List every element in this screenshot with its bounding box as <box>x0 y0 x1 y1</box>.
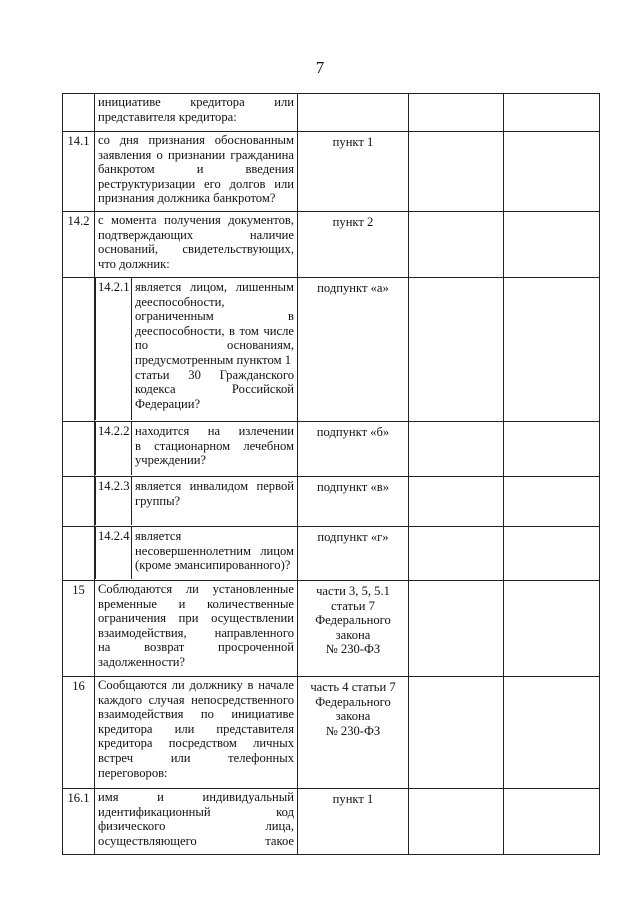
table-row <box>63 132 600 212</box>
answer-cell <box>409 581 504 677</box>
item-number: 14.2 <box>63 212 95 278</box>
answer-cell <box>409 132 504 212</box>
answer-cell <box>409 677 504 789</box>
sub-question-text: является несовершеннолетним лицом (кроме эмансипированного)? <box>135 529 294 573</box>
answer-cell <box>504 789 600 855</box>
item-number <box>63 94 95 132</box>
reference-cell: подпункт «а» <box>298 278 409 422</box>
answer-cell <box>504 422 600 477</box>
reference-cell: подпункт «в» <box>298 477 409 527</box>
answer-cell <box>504 527 600 581</box>
sub-item-number: 14.2.3 <box>96 477 132 525</box>
table-row <box>63 278 600 422</box>
item-number: 16.1 <box>63 789 95 855</box>
table-row <box>63 789 600 855</box>
sub-question-cell <box>95 422 298 477</box>
answer-cell <box>504 581 600 677</box>
question-cell: инициативе кредитора или представителя кредитора: <box>95 94 298 132</box>
reference-cell: пункт 1 <box>298 132 409 212</box>
answer-cell <box>409 527 504 581</box>
answer-cell <box>409 789 504 855</box>
table-row <box>63 477 600 527</box>
answer-cell <box>409 212 504 278</box>
question-cell: с момента получения документов, подтверждающих наличие оснований, свидетельствующих, что должник: <box>95 212 298 278</box>
item-number: 16 <box>63 677 95 789</box>
answer-cell <box>409 422 504 477</box>
reference-cell: части 3, 5, 5.1 статьи 7 Федерального закона № 230-ФЗ <box>298 581 409 677</box>
table-row <box>63 677 600 789</box>
sub-question-text: находится на излечении в стационарном лечебном учреждении? <box>135 424 294 468</box>
empty-number-cell <box>63 278 95 422</box>
sub-question-cell <box>95 477 298 527</box>
reference-cell: пункт 1 <box>298 789 409 855</box>
table-row <box>63 212 600 278</box>
item-number: 15 <box>63 581 95 677</box>
answer-cell <box>504 677 600 789</box>
answer-cell <box>409 94 504 132</box>
table-row <box>63 581 600 677</box>
reference-cell: подпункт «б» <box>298 422 409 477</box>
sub-question-cell <box>95 527 298 581</box>
question-cell: Соблюдаются ли установленные временные и количественные ограничения при осуществлении взаимодействия, направленного на возврат просроченной задолженности? <box>95 581 298 677</box>
answer-cell <box>504 212 600 278</box>
reference-cell: подпункт «г» <box>298 527 409 581</box>
sub-item-number: 14.2.1 <box>96 278 132 420</box>
question-cell: Сообщаются ли должнику в начале каждого случая непосредственного взаимодействия по инициативе кредитора или представителя кредитора посредством личных встреч или телефонных переговоров: <box>95 677 298 789</box>
sub-question-text: является инвалидом первой группы? <box>135 479 294 508</box>
sub-question-cell <box>95 278 298 422</box>
page-number: 7 <box>315 58 325 77</box>
empty-number-cell <box>63 422 95 477</box>
answer-cell <box>504 477 600 527</box>
table-row <box>63 422 600 477</box>
reference-cell <box>298 94 409 132</box>
question-cell: имя и индивидуальный идентификационный код физического лица, осуществляющего такое <box>95 789 298 855</box>
reference-cell: пункт 2 <box>298 212 409 278</box>
answer-cell <box>409 477 504 527</box>
reference-cell: часть 4 статьи 7 Федерального закона № 230-ФЗ <box>298 677 409 789</box>
sub-item-number: 14.2.4 <box>96 527 132 579</box>
empty-number-cell <box>63 477 95 527</box>
answer-cell <box>504 132 600 212</box>
table-row <box>63 94 600 132</box>
empty-number-cell <box>63 527 95 581</box>
answer-cell <box>409 278 504 422</box>
sub-question-text: является лицом, лишенным дееспособности, ограниченным в дееспособности, в том числе по основаниям, предусмотренным пунктом 1 статьи 30 Гражданского кодекса Российской Федерации? <box>135 280 294 411</box>
question-cell: со дня признания обоснованным заявления о признании гражданина банкротом и введения реструктуризации его долгов или признания должника банкротом? <box>95 132 298 212</box>
sub-item-number: 14.2.2 <box>96 422 132 475</box>
checklist-table <box>62 93 600 855</box>
answer-cell <box>504 278 600 422</box>
answer-cell <box>504 94 600 132</box>
item-number: 14.1 <box>63 132 95 212</box>
table-row <box>63 527 600 581</box>
